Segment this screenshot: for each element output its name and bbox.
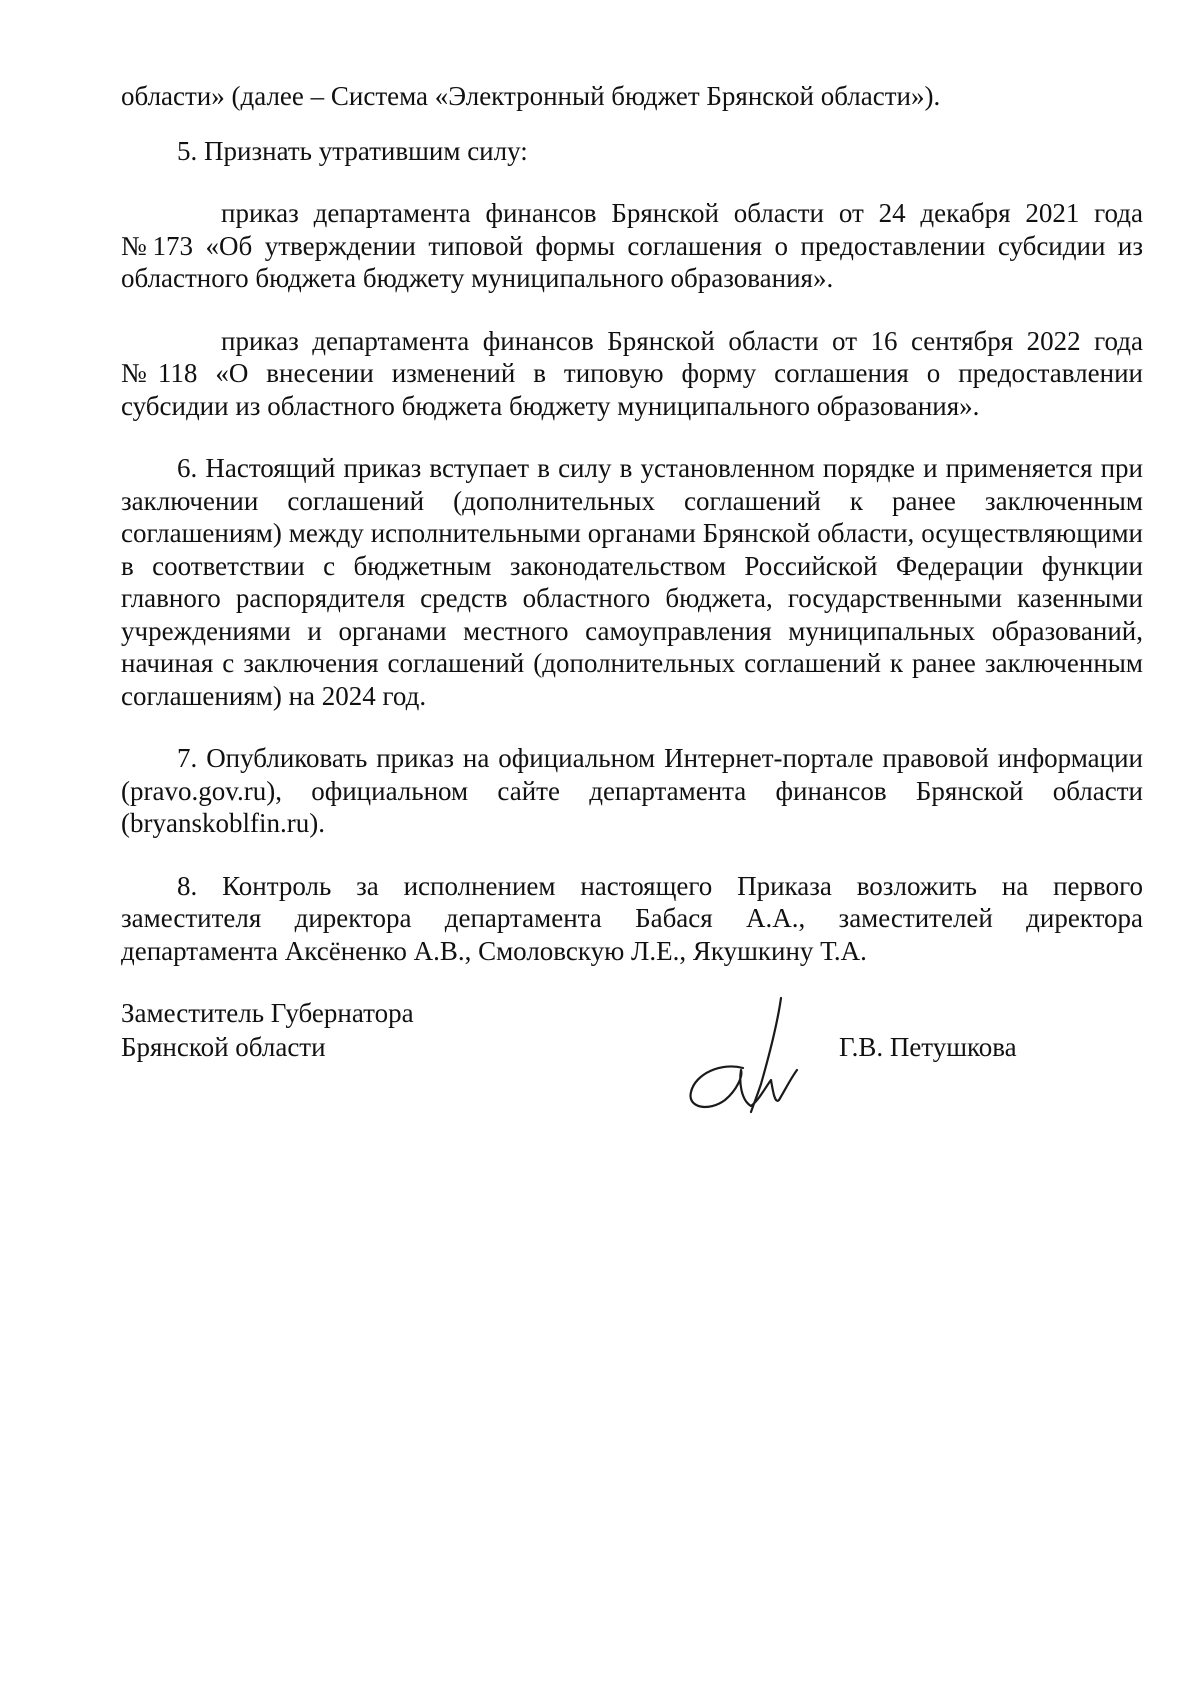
item-5-number: 5. <box>177 135 198 166</box>
item-8-text: Контроль за исполнением настоящего Приказа возложить на первого заместителя директора департамента Бабася А.А., заместителей директора департамента Аксёненко А.В., Смоловскую Л.Е., Якушкину Т.А. <box>121 870 1143 966</box>
item-5-sub-1: приказ департамента финансов Брянской области от 24 декабря 2021 года №173 «Об утверждении типовой формы соглашения о предоставлении субсидии из областного бюджета бюджету муниципального образования». <box>121 198 1143 293</box>
item-5-text: Признать утратившим силу: <box>204 135 528 166</box>
item-7-number: 7. <box>177 743 198 773</box>
continuation-paragraph: области» (далее – Система «Электронный бюджет Брянской области»). <box>121 81 941 111</box>
signature-block <box>121 996 1143 1126</box>
item-7-paragraph <box>121 742 1143 840</box>
item-6-text: Настоящий приказ вступает в силу в установленном порядке и применяется при заключении соглашений (дополнительных соглашений к ранее заключенным соглашениям) между исполнительными органами Брянской области, осуществляющими в соответствии с бюджетным законодательством Российской Федерации функции главного распорядителя средств областного бюджета, государственными казенными учреждениями и органами местного самоуправления муниципальных образований, начиная с заключения соглашений (дополнительных соглашений к ранее заключенным соглашениям) на 2024 год. <box>121 453 1144 711</box>
signatory-title-line-1: Заместитель Губернатора <box>121 998 414 1028</box>
item-6-paragraph <box>121 452 1143 712</box>
signatory-title <box>121 996 414 1064</box>
item-6-number: 6. <box>177 453 198 483</box>
handwritten-signature <box>681 996 841 1126</box>
signatory-name: Г.В. Петушкова <box>839 1032 1017 1062</box>
signatory-title-line-2: Брянской области <box>121 1032 326 1062</box>
item-7-text: Опубликовать приказ на официальном Интернет-портале правовой информации (pravo.gov.ru), официальном сайте департамента финансов Брянской области (bryanskoblfin.ru). <box>121 743 1144 838</box>
document-body <box>121 80 1143 967</box>
item-8-number: 8. <box>177 870 198 901</box>
item-5-sub-2: приказ департамента финансов Брянской области от 16 сентября 2022 года №118 «О внесении изменений в типовую форму соглашения о предоставлении субсидии из областного бюджета бюджету муниципального образования». <box>121 325 1143 421</box>
item-8-paragraph <box>121 870 1143 968</box>
item-5-paragraph <box>121 135 1143 168</box>
